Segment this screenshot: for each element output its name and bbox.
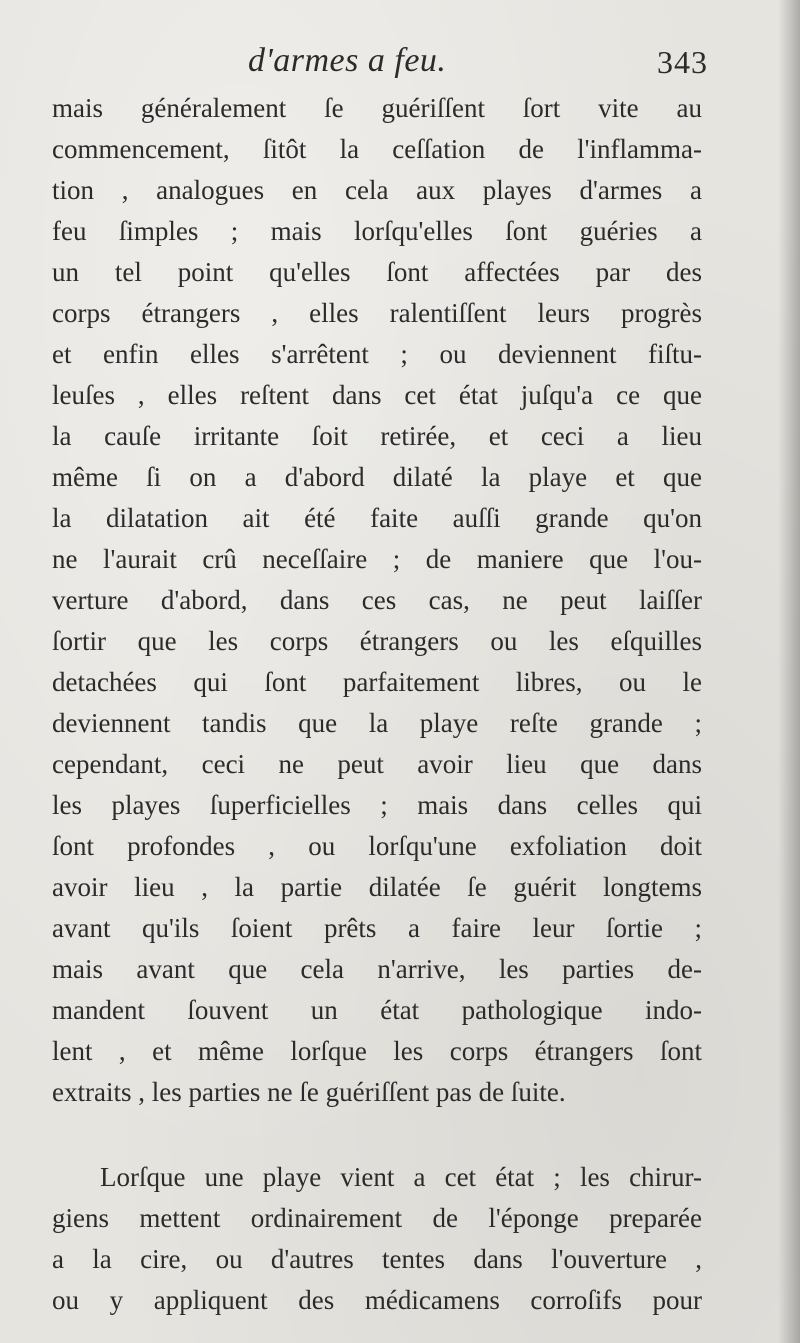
text-line: extraits , les parties ne ſe guériſſent pas de ſuite. [52, 1077, 566, 1107]
text-line: mandent ſouvent un état pathologique indo- [52, 995, 702, 1025]
page-edge-shadow [778, 0, 800, 1343]
text-line: commencement, ſitôt la ceſſation de l'inflamma- [52, 134, 702, 164]
text-line: giens mettent ordinairement de l'éponge preparée [52, 1203, 702, 1233]
body-text [52, 88, 702, 1321]
running-head: d'armes a feu. [248, 42, 447, 79]
text-line: avoir lieu , la partie dilatée ſe guérit longtems [52, 872, 702, 902]
text-line: feu ſimples ; mais lorſqu'elles ſont guéries a [52, 216, 702, 246]
text-line: mais avant que cela n'arrive, les parties de- [52, 954, 702, 984]
text-line: corps étrangers , elles ralentiſſent leurs progrès [52, 298, 702, 328]
paragraph-gap [52, 1113, 702, 1157]
text-line: detachées qui ſont parfaitement libres, ou le [52, 667, 702, 697]
text-line: les playes ſuperficielles ; mais dans celles qui [52, 790, 702, 820]
text-line: cependant, ceci ne peut avoir lieu que dans [52, 749, 702, 779]
page-number: 343 [657, 44, 708, 80]
text-line: ne l'aurait crû neceſſaire ; de maniere que l'ou- [52, 544, 702, 574]
text-line: mais généralement ſe guériſſent ſort vite au [52, 93, 702, 123]
text-line: même ſi on a d'abord dilaté la playe et que [52, 462, 702, 492]
text-line: avant qu'ils ſoient prêts a faire leur ſortie ; [52, 913, 702, 943]
text-line: a la cire, ou d'autres tentes dans l'ouverture , [52, 1244, 702, 1274]
text-line: la cauſe irritante ſoit retirée, et ceci a lieu [52, 421, 702, 451]
text-line: tion , analogues en cela aux playes d'armes a [52, 175, 702, 205]
text-line: la dilatation ait été faite auſſi grande qu'on [52, 503, 702, 533]
text-line: deviennent tandis que la playe reſte grande ; [52, 708, 702, 738]
text-line: ou y appliquent des médicamens corroſifs pour [52, 1285, 702, 1315]
page-header [48, 36, 708, 92]
text-line: Lorſque une playe vient a cet état ; les chirur- [100, 1162, 702, 1192]
text-line: leuſes , elles reſtent dans cet état juſqu'a ce que [52, 380, 702, 410]
text-line: un tel point qu'elles ſont affectées par des [52, 257, 702, 287]
text-line: lent , et même lorſque les corps étrangers ſont [52, 1036, 702, 1066]
paragraph-1 [52, 88, 702, 1113]
text-line: et enfin elles s'arrêtent ; ou deviennent fiſtu- [52, 339, 702, 369]
text-line: ſont profondes , ou lorſqu'une exfoliation doit [52, 831, 702, 861]
text-line: verture d'abord, dans ces cas, ne peut laiſſer [52, 585, 702, 615]
paragraph-2 [52, 1157, 702, 1321]
text-line: ſortir que les corps étrangers ou les eſquilles [52, 626, 702, 656]
